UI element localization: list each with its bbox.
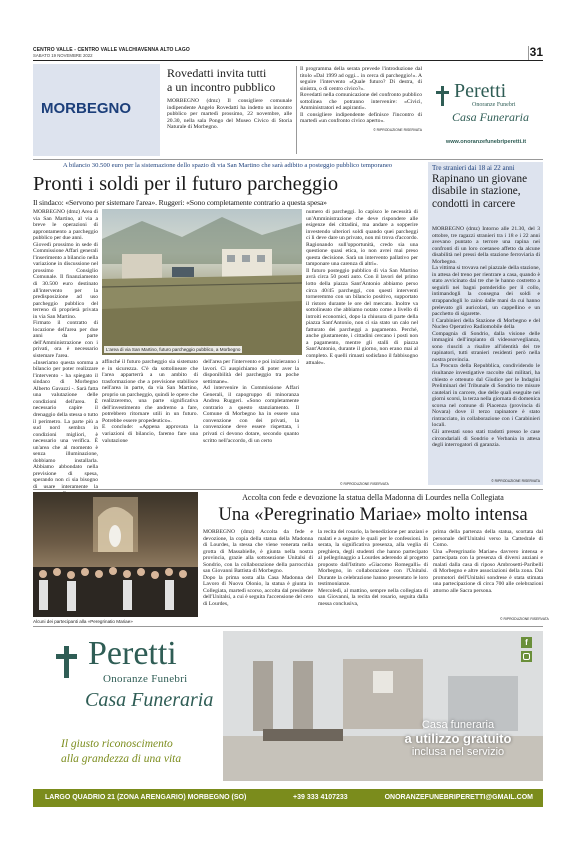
social-icons[interactable] <box>521 637 535 662</box>
header-divider <box>528 46 529 60</box>
parking-area-illustration <box>102 209 302 355</box>
brief-col2: Il programma della serata prevede l'introduzione dal titolo «Dal 1999 ad oggi... in cerca di parcheggio!». A seguire l'intervento «Quale futuro? Di destra, di sinistra, o di centro civico?». Rovedatti nella comunicazione del confronto pubblico sottolinea che potranno intervenire: «Civici, Amministratori ed aspiranti». Il consigliere indipendente definisce l'incontro di martedì «un confronto civico aperto». © RIPRODUZIONE RISERVATA <box>300 66 422 132</box>
ad-email[interactable]: ONORANZEFUNEBRIPERETTI@GMAIL.COM <box>384 794 533 801</box>
side-copyright: © RIPRODUZIONE RISERVATA <box>491 479 540 483</box>
second-col2: la recita del rosario, la benedizione per anziani e malati e a seguire le quali per le confessioni. In serata, la significativa presenza, alla veglia di preghiera, degli studenti che hanno partecipato al pellegrinaggio a Lourdes aderendo al progetto proposto dall'Istituto «Giacomo Romegalli» di Morbegno, in collaborazione con l'Unitalsi. Durante la celebrazione hanno presentato le loro testimonianze. Mercoledì, al mattino, sempre nella collegiata di san Giovanni, la recita del rosario, seguita dalla messa conclusiva, <box>318 529 428 608</box>
second-headline: Una «Peregrinatio Mariae» molto intensa <box>218 504 528 525</box>
section-label: CENTRO VALLE - CENTRO VALLE VALCHIAVENNA ALTO LAGO <box>33 47 190 53</box>
ad-top[interactable] <box>428 64 543 156</box>
second-copyright: © RIPRODUZIONE RISERVATA <box>500 617 549 621</box>
second-photo <box>33 492 198 617</box>
lead-col2: affinché il futuro parcheggio sia sistemato e in sicurezza. C'è da sottolineare che l'area apparterrà a un ambito di trasformazione che a previsione stabilisce nell'area in parte, da via San Martino, proprio un parcheggio, quindi le opere che realizzeremo, una parte significativa dell'investimento che andremo a fare, potrebbero ritornare utili in un futuro. Potrebbe essere propedeutico». E conclude: «Appena approvata la variazioni di bilancio, faremo fare una valutazione <box>102 359 198 444</box>
lead-col1: MORBEGNO (dmz) Area di via San Martino, al via a breve le operazioni di approntamento a parcheggio pubblico per due anni. Giovedì prossimo in sede di Commissione Affari generali l'inserimento a bilancio nella variazione in discussione nel prossimo Consiglio Comunale. Il finanziamento di 30.500 euro destinato all'intervento per la predisposizione ad uso parcheggio pubblico del terreno di proprietà privata in via San Martino. Firmato il contratto di locazione dell'area per due anni da parte dell'Amministrazione con i privati, ora è necessario sistemare l'area. «Inseriamo questa somma a bilancio per poter realizzare l'intervento - ha spiegato il sindaco di Morbegno Alberto Gavazzi -. Sarà fatta una valutazione delle condizioni dell'area. È necessario capire il drenaggio della stessa o tutto il perimetro. La parte più a sud nord sembra in condizioni migliori, è necessario una verifica. È un'area che al momento è senza illuminazione, dobbiamo installarla. Abbiamo abbondato nella previsione di spesa, sperando non ci sia bisogno di usare interamente la <box>33 209 98 490</box>
ad-top-subtitle: Onoranze Funebri <box>472 102 516 108</box>
ad-top-brand: Peretti <box>454 80 507 102</box>
page-number: 31 <box>529 45 543 59</box>
church-group-illustration <box>33 492 198 617</box>
second-col1: MORBEGNO (dmz) Accolta da fede e devozione, la copia della statua della Madonna di Lourdes, la stessa che viene venerata nella grotta di Massabielle, è giunta nella nostra provincia, grazie alla sottosezione Unitalsi di Sondrio, con la collaborazione della parrocchia san Giovanni Battista di Morbegno. Dopo la prima sosta alla Casa Madonna del Lavoro di Nuova Olonio, la statua è giunta in Collegiata, martedì scorso, accolta dal presidente dell'Unitalsi, a cui è seguita l'accensione del cero di Lourdes, <box>203 529 313 608</box>
lead-top-rule <box>33 159 543 160</box>
town-label-box <box>33 64 160 156</box>
second-kicker: Accolta con fede e devozione la statua della Madonna di Lourdes nella Collegiata <box>242 493 504 502</box>
ad-contact-bar <box>33 789 543 807</box>
town-label: MORBEGNO <box>41 100 131 117</box>
lead-kicker: A bilancio 30.500 euro per la sistemazione dello spazio di via San Martino che sarà adibito a posteggio pubblico temporaneo <box>62 162 393 169</box>
ad-address: LARGO QUADRIO 21 (ZONA ARENGARIO) MORBEGNO (SO) <box>45 794 247 801</box>
ad-bottom-slogan: Il giusto riconoscimento alla grandezza di una vita <box>61 738 182 765</box>
lead-subhead: Il sindaco: «Servono per sistemare l'area». Ruggeri: «Sono completamente contrario a questa spesa» <box>33 198 327 207</box>
header-rule <box>33 60 543 61</box>
ad-bottom-offer: Casa funeraria a utilizzo gratuito inclusa nel servizio <box>404 719 512 758</box>
side-body: MORBEGNO (dmz) Intorno alle 21.30, del 3 ottobre, tre ragazzi stranieri tra i 18 e i 22 anni avevano puntato a terrore una rapina nei confronti di un loro coetaneo affetto da alcune disabilità nel pressi della stazione ferroviaria di Morbegno. La vittima si trovava nel piazzale della stazione, in attesa del treno per rientrare a casa, quando è stato avvicinato dai tre che le hanno costretto a seguirli nei bagni pomderidio per il collo, intimandogli la consegna dei soldi e strappandogli lo zaino dalle mani da cui hanno prelevato gli auricolari, un cappellino e un pacchetto di sigarette. I Carabinieri della Stazione di Morbegno e del Nucleo Operativo Radiomobile della Compagnia di Sondrio, dalla visione delle immagini dell'impianto di videosorveglianza, sono riusciti a risalire all'identità dei tre rapinatori, tutti stranieri residenti però nella nostra provincia. La Procura della Repubblica, condividendo le risultanze investigative raccolte dai militari, ha chiesto e ottenuto dal Giudice per le Indagini Preliminari del Tribunale di Sondrio tre misure cautelari in carcere, due delle quali eseguite nei giorni scorsi, la terza nella giornata di domenica scorsa nel comune di Piacenza (provincia di Novara) dove il terzo rapinatore è stato rintracciato, in collaborazione con i Carabinieri locali. Gli arrestati sono stati tradotti presso le case circondariali di Sondrio e Verbania in attesa degli interrogatori di garanzia. <box>432 226 540 449</box>
ad-bottom-logo-cross <box>56 646 78 678</box>
ad-top-logo-cross <box>436 86 450 106</box>
second-col3: prima della partenza della statua, scortata dal personale dell'Unitalsi verso la Cattedrale di Como. Una «Peregrinatio Mariae» davvero intensa e partecipata con la presenza di diversi anziani e malati dalla casa di riposo Ambrosetti-Paribelli di Morbegno e altre associazioni della zona. Dai promotori dell'Unitalsi sondrese è stata stimata una partecipazione di circa 700 alle celebrazioni attorno alle Sacra persona. <box>433 529 543 594</box>
brief-copyright: © RIPRODUZIONE RISERVATA <box>373 127 422 132</box>
ad-phone[interactable]: +39 333 4107233 <box>293 794 348 801</box>
lead-copyright: © RIPRODUZIONE RISERVATA <box>340 482 389 486</box>
page-header <box>33 47 543 59</box>
brief-col1: MORBEGNO (dmz) Il consigliere comunale indipendente Angelo Rovedatti ha indetto un incontro pubblico per martedì prossimo, 22 novembre, alle 20.30, nella sala Pongo del Museo Civico di Storia Naturale di Morbegno. <box>167 98 292 131</box>
brief-divider <box>296 66 297 154</box>
ad-top-website[interactable]: www.onoranzefunebriperetti.it <box>445 139 527 145</box>
lead-photo <box>102 209 302 355</box>
instagram-icon[interactable] <box>521 651 532 662</box>
second-top-rule <box>33 489 543 490</box>
side-kicker: Tre stranieri dai 18 ai 22 anni <box>432 164 515 172</box>
ad-bottom-subtitle: Onoranze Funebri <box>103 673 188 685</box>
lead-col4: numero di parcheggi. Io capisco le necessità di un'Amministrazione che deve rispondere alle esigenze dei cittadini, ma andare a sopperire investendo ulteriori soldi quando quei parcheggi ci li deve dare un privato, non mi trova d'accordo. Ragionando sull'opportunità, credo sia una questione quasi etica, io non avrei mai preso questa decisione. Sarà un intervento pallativo per tamponare una carenza di altri». Il futuro posteggio pubblico di via San Martino avrà circa 50 posti auto. Con il lavori del primo lotto della piazza Sant'Antonio abbiamo perso circa 40/45 parcheggi, con questi interventi torneremmo con un bilancio positivo, supportato il ristoro durante le ore del mercato. Inoltre va sottolineato che abbiamo notato come a livello di introiti economici, dopo la chiusura di parte della piazza Sant'Antonio, non ci sia stato un calo nel fatturato dei parcheggi a pagamento. Perché, anche giustamente, i cittadini cercano i posti non a pagamento, mentre gli stalli di piazza Sant'Antonio, durante il giorno, non erano mai al completo. E quelli rimasti sodisfano il fabbisogno attuale». <box>306 209 418 366</box>
side-headline: Rapinano un giovane disabile in stazione, condotti in carcere <box>432 173 528 210</box>
lead-headline: Pronti i soldi per il futuro parcheggio <box>33 173 339 195</box>
ad-bottom[interactable] <box>33 626 543 808</box>
side-article <box>428 162 543 485</box>
second-photo-caption: Alcuni dei partecipanti alla «Peregrinatio Mariae» <box>33 619 133 624</box>
funeral-room-illustration <box>223 631 543 781</box>
ad-bottom-tagline: Casa Funeraria <box>85 689 214 711</box>
brief-title: Rovedatti invita tutti a un incontro pubblico <box>167 66 276 94</box>
ad-bottom-photo <box>223 631 543 781</box>
lead-photo-caption: L'area di via San Martino, futuro parcheggio pubblico, a Morbegno <box>106 347 241 352</box>
date-label: SABATO 19 NOVEMBRE 2022 <box>33 53 93 58</box>
ad-top-tagline: Casa Funeraria <box>452 110 530 124</box>
ad-bottom-brand: Peretti <box>88 635 177 672</box>
lead-col3: dell'area per l'intervento e poi inizieranno i lavori. Ci auspichiamo di poter aver la disponibilità del parcheggio tra poche settimane». Ad intervenire in Commissione Affari Generali, il capogruppo di minoranza Andrea Ruggeri. «Sono completamente contrario a questo stanziamento. Il Comune di Morbegno ha in essere una convenzione con dei privati, la convenzione deve essere rispettata, i privati ci devono dotare, secondo quanto scritto nell'accordo, di un certo <box>203 359 299 444</box>
facebook-icon[interactable]: f <box>521 637 532 648</box>
